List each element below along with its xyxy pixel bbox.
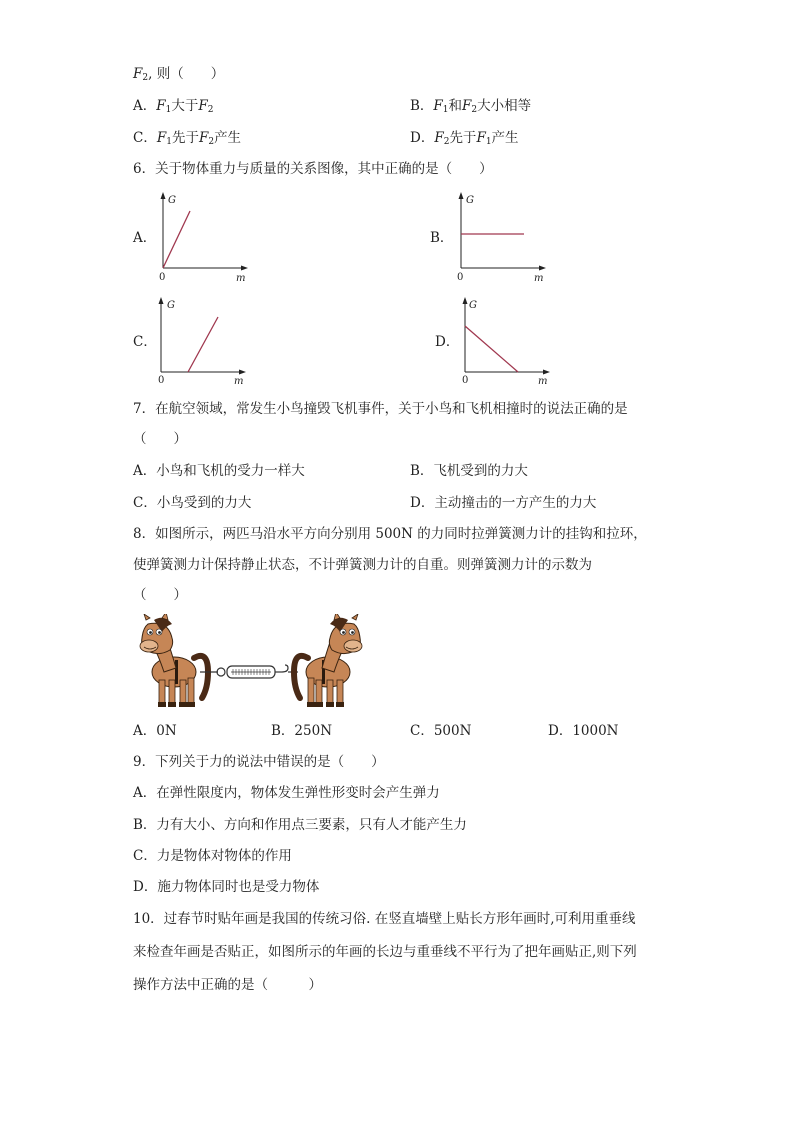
q8-option-a: A．0N xyxy=(133,723,177,739)
origin-label: 0 xyxy=(158,375,165,386)
origin-label: 0 xyxy=(462,375,469,386)
spring-scale-hook xyxy=(282,665,288,672)
q8-stem-line1: 8．如图所示，两匹马沿水平方向分别用 500N 的力同时拉弹簧测力计的挂钩和拉环， xyxy=(133,526,647,542)
origin-label: 0 xyxy=(159,272,166,283)
q5-option-c: C．$F_1$先于$F_2$产生 xyxy=(133,130,242,147)
q6-graph-b xyxy=(448,188,553,283)
q5-option-b: B．$F_1$和$F_2$大小相等 xyxy=(410,98,532,115)
q8-stem-line3: （ ） xyxy=(133,587,187,603)
right-horse xyxy=(294,614,362,707)
q5-option-d: D．$F_2$先于$F_1$产生 xyxy=(410,130,519,147)
g-m-line xyxy=(465,326,518,372)
q7-option-b: B．飞机受到的力大 xyxy=(410,463,528,479)
right-horse-tail xyxy=(294,656,308,698)
q7-option-d: D．主动撞击的一方产生的力大 xyxy=(410,495,597,511)
x-axis-arrow xyxy=(241,266,248,271)
y-label: G xyxy=(167,300,175,311)
q6-option-c-label: C． xyxy=(133,334,157,350)
x-axis-arrow xyxy=(239,370,246,375)
y-label: G xyxy=(469,300,477,311)
x-label: m xyxy=(534,273,544,283)
q5-continuation: $F_2$, 则（ ） xyxy=(133,66,225,83)
horses-pulling-spring-scale-illustration xyxy=(132,614,372,710)
y-axis-arrow xyxy=(463,297,468,304)
q8-stem-line2: 使弹簧测力计保持静止状态，不计弹簧测力计的自重。则弹簧测力计的示数为 xyxy=(133,557,592,573)
q5-option-a: A．$F_1$大于$F_2$ xyxy=(133,98,214,115)
q6-graph-a xyxy=(150,188,255,283)
y-label: G xyxy=(168,195,176,206)
y-axis-arrow xyxy=(459,192,464,199)
q6-graph-c xyxy=(148,293,253,388)
origin-label: 0 xyxy=(457,272,464,283)
q8-option-d: D．1000N xyxy=(548,723,619,739)
q7-stem-line2: （ ） xyxy=(133,431,187,447)
x-axis-arrow xyxy=(543,370,550,375)
q9-option-b: B．力有大小、方向和作用点三要素，只有人才能产生力 xyxy=(133,817,467,833)
spring-scale xyxy=(200,665,298,678)
q9-option-c: C．力是物体对物体的作用 xyxy=(133,848,292,864)
left-horse xyxy=(140,614,208,707)
x-axis-arrow xyxy=(539,266,546,271)
spring-scale-ring xyxy=(217,668,225,676)
left-horse-tail xyxy=(194,656,208,698)
q7-option-c: C．小鸟受到的力大 xyxy=(133,495,252,511)
x-label: m xyxy=(236,273,246,283)
q10-stem-line1: 10．过春节时贴年画是我国的传统习俗. 在竖直墙壁上贴长方形年画时,可利用重垂线 xyxy=(133,911,636,927)
q9-option-d: D．施力物体同时也是受力物体 xyxy=(133,879,320,895)
left-horse-harness xyxy=(175,660,178,684)
y-label: G xyxy=(466,195,474,206)
q8-option-c: C．500N xyxy=(410,723,472,739)
q6-stem: 6．关于物体重力与质量的关系图像，其中正确的是（ ） xyxy=(133,161,493,177)
q6-option-b-label: B． xyxy=(430,230,454,246)
q9-option-a: A．在弹性限度内，物体发生弹性形变时会产生弹力 xyxy=(133,785,440,801)
q7-option-a: A．小鸟和飞机的受力一样大 xyxy=(133,463,305,479)
q6-option-a-label: A． xyxy=(133,230,157,246)
g-m-line xyxy=(163,211,190,268)
g-m-line xyxy=(188,317,218,372)
q10-stem-line2: 来检查年画是否贴正，如图所示的年画的长边与重垂线不平行为了把年画贴正,则下列 xyxy=(133,944,637,960)
x-label: m xyxy=(234,376,244,387)
q6-option-d-label: D． xyxy=(435,334,460,350)
q9-stem: 9．下列关于力的说法中错误的是（ ） xyxy=(133,754,385,770)
q10-stem-line3: 操作方法中正确的是（ ） xyxy=(133,977,322,993)
x-label: m xyxy=(538,376,548,387)
y-axis-arrow xyxy=(159,297,164,304)
q8-option-b: B．250N xyxy=(271,723,333,739)
q6-graph-d xyxy=(452,293,557,388)
y-axis-arrow xyxy=(161,192,166,199)
q7-stem-line1: 7．在航空领域，常发生小鸟撞毁飞机事件，关于小鸟和飞机相撞时的说法正确的是 xyxy=(133,401,628,417)
